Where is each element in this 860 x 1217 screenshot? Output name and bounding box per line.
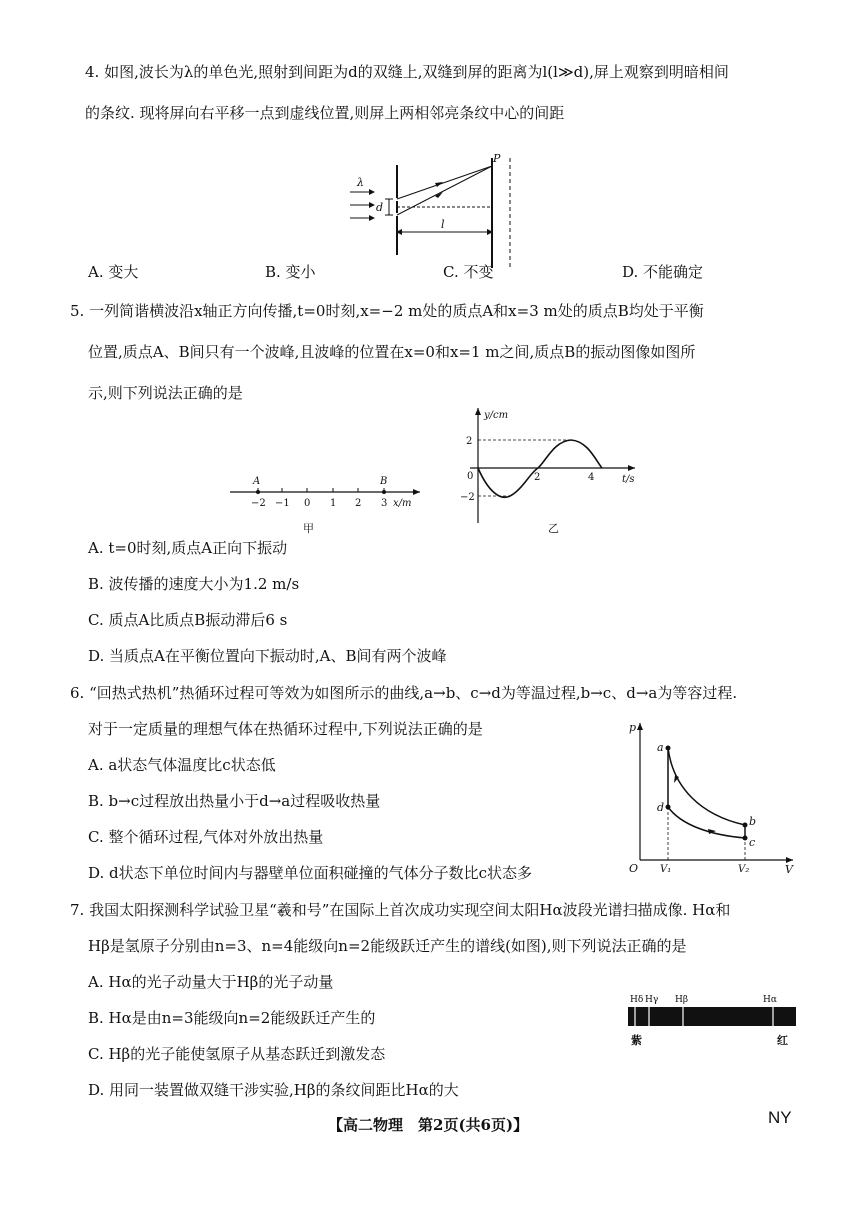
q5-stem-line2: 位置,质点A、B间只有一个波峰,且波峰的位置在x=0和x=1 m之间,质点B的振动图像如图所 — [88, 343, 696, 361]
q5-option-b: B. 波传播的速度大小为1.2 m/s — [88, 575, 300, 593]
q6-state-b: b — [749, 815, 757, 828]
q5-tick-0: 0 — [304, 498, 311, 509]
q5-figure-jia — [225, 468, 425, 538]
q7-line-h-beta: Hβ — [675, 995, 689, 1005]
q6-option-a: A. a状态气体温度比c状态低 — [88, 756, 276, 774]
q4-option-d: D. 不能确定 — [622, 263, 704, 281]
q4-stem-line1: 4. 如图,波长为λ的单色光,照射到间距为d的双缝上,双缝到屏的距离为l(l≫d),屏上观察到明暗相间 — [85, 63, 729, 81]
q7-spectrum-figure — [625, 992, 800, 1054]
q7-line-h-gamma: Hγ — [645, 995, 659, 1005]
footer-code: NY — [768, 1108, 792, 1127]
q7-option-b: B. Hα是由n=3能级向n=2能级跃迁产生的 — [88, 1009, 376, 1027]
q4-option-b: B. 变小 — [265, 263, 316, 281]
q5-tick-m2: −2 — [251, 498, 266, 509]
q6-state-a: a — [657, 741, 664, 754]
q7-option-a: A. Hα的光子动量大于Hβ的光子动量 — [88, 973, 334, 991]
q5-caption-jia: 甲 — [303, 522, 314, 535]
page-footer: 【高二物理 第2页(共6页)】 — [328, 1116, 529, 1134]
q6-state-c: c — [749, 836, 756, 849]
q6-V1-label: V₁ — [660, 864, 672, 875]
q6-origin-label: O — [629, 862, 639, 875]
q7-line-h-alpha: Hα — [763, 995, 777, 1005]
q7-red-label: 红 — [777, 1034, 788, 1047]
q5-tick-m1: −1 — [275, 498, 290, 509]
q4-option-a: A. 变大 — [88, 263, 139, 281]
q7-line-h-delta: Hδ — [630, 995, 644, 1005]
q7-option-c: C. Hβ的光子能使氢原子从基态跃迁到激发态 — [88, 1045, 386, 1063]
q5-y-axis-label: y/cm — [484, 410, 509, 421]
q6-option-d: D. d状态下单位时间内与器壁单位面积碰撞的气体分子数比c状态多 — [88, 864, 533, 882]
q5-t-axis-label: t/s — [622, 474, 635, 485]
q5-tick-1: 1 — [330, 498, 337, 509]
q5-x-axis-label: x/m — [393, 498, 412, 509]
q5-point-A: A — [253, 476, 261, 487]
q6-V-axis-label: V — [785, 863, 793, 876]
q5-caption-yi: 乙 — [548, 522, 559, 535]
q5-stem-line3: 示,则下列说法正确的是 — [88, 384, 243, 402]
q6-stem-line2: 对于一定质量的理想气体在热循环过程中,下列说法正确的是 — [88, 720, 483, 738]
q5-t-tick-4: 4 — [588, 472, 595, 483]
q7-option-d: D. 用同一装置做双缝干涉实验,Hβ的条纹间距比Hα的大 — [88, 1081, 459, 1099]
q6-V2-label: V₂ — [738, 864, 750, 875]
q4-d-label: d — [376, 201, 384, 214]
q4-P-label: P — [493, 152, 501, 165]
q5-stem-line1: 5. 一列简谐横波沿x轴正方向传播,t=0时刻,x=−2 m处的质点A和x=3 m处的质点B均处于平衡 — [70, 302, 704, 320]
q5-figure-yi — [450, 405, 650, 540]
q6-option-b: B. b→c过程放出热量小于d→a过程吸收热量 — [88, 792, 381, 810]
q7-stem-line2: Hβ是氢原子分别由n=3、n=4能级向n=2能级跃迁产生的谱线(如图),则下列说法正确的是 — [88, 937, 687, 955]
q6-p-axis-label: p — [629, 721, 637, 734]
q5-y-tick-2: 2 — [466, 436, 473, 447]
q5-t-tick-2: 2 — [534, 472, 541, 483]
q4-stem-line2: 的条纹. 现将屏向右平移一点到虚线位置,则屏上两相邻亮条纹中心的间距 — [85, 104, 565, 122]
q6-stem-line1: 6. “回热式热机”热循环过程可等效为如图所示的曲线,a→b、c→d为等温过程,b→c、d→a为等容过程. — [70, 684, 738, 702]
q5-option-d: D. 当质点A在平衡位置向下振动时,A、B间有两个波峰 — [88, 647, 447, 665]
q6-option-c: C. 整个循环过程,气体对外放出热量 — [88, 828, 324, 846]
q5-y-tick-m2: −2 — [460, 492, 475, 503]
q5-tick-2: 2 — [355, 498, 362, 509]
q4-option-c: C. 不变 — [443, 263, 494, 281]
q6-pv-diagram — [615, 715, 800, 875]
q4-lambda-label: λ — [357, 176, 364, 189]
q6-state-d: d — [657, 801, 665, 814]
q7-violet-label: 紫 — [631, 1034, 642, 1047]
q4-l-label: l — [441, 218, 445, 231]
q5-tick-3: 3 — [381, 498, 388, 509]
q4-double-slit-figure — [340, 150, 540, 270]
q5-option-a: A. t=0时刻,质点A正向下振动 — [88, 539, 288, 557]
q5-point-B: B — [380, 476, 388, 487]
q5-origin-label: 0 — [467, 471, 474, 482]
q5-option-c: C. 质点A比质点B振动滞后6 s — [88, 611, 288, 629]
q7-stem-line1: 7. 我国太阳探测科学试验卫星“羲和号”在国际上首次成功实现空间太阳Hα波段光谱扫描成像. Hα和 — [70, 901, 731, 919]
